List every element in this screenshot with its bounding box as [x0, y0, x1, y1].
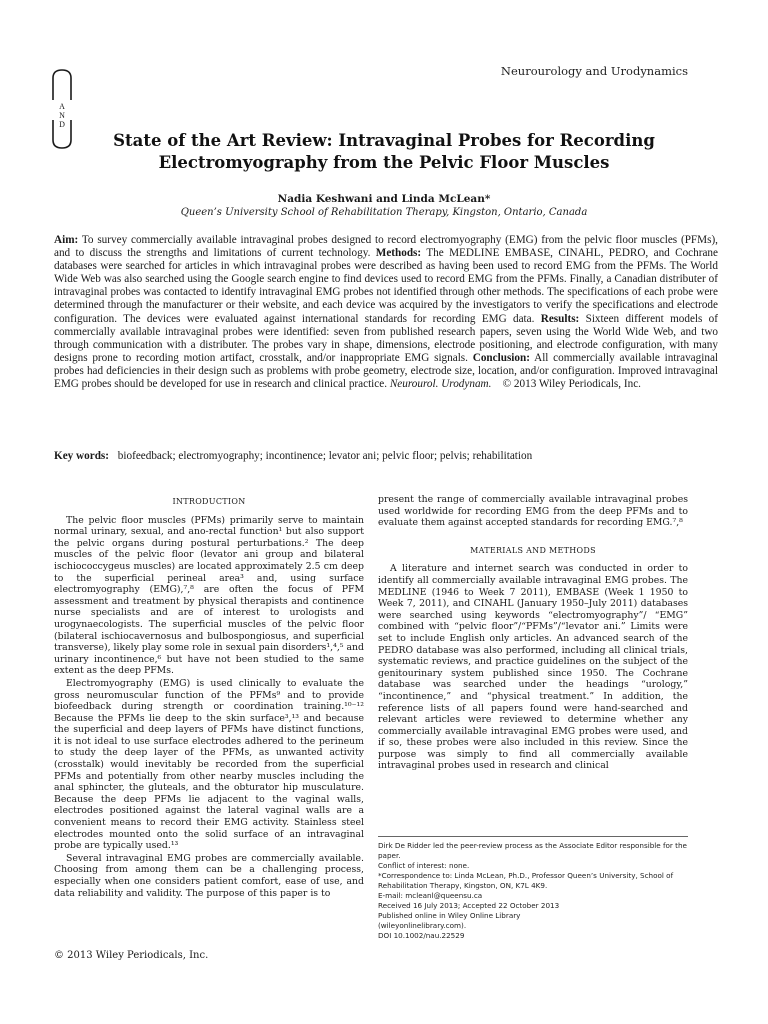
article-title: State of the Art Review: Intravaginal Probes for Recording Electromyography from the Pelvic Floor Muscles — [113, 131, 655, 172]
footnotes — [378, 836, 688, 941]
left-column — [54, 494, 364, 900]
journal-name: Neurourology and Urodynamics — [500, 64, 688, 78]
aim-label: Aim: — [54, 234, 79, 246]
paragraph: A literature and internet search was conducted in order to identify all commercially available intravaginal EMG probes. The MEDLINE (1946 to Week 7 2011), EMBASE (Week 1 1950 to Week 7, 2011), and CINAHL (January 1950–July 2011) databases were searched using keywords “electromyography”/ “EMG” combined with “pelvic floor”/“PFMs”/“levator ani.” Limits were set to include English only articles. An advanced search of the PEDRO database was also performed, including all clinical trials, systematic reviews, and practice guidelines on the subject of the genitourinary system published since 1950. The Cochrane database was searched under the headings “urology,” “incontinence,” and “physical treatment.” In addition, the reference lists of all papers found were hand-searched and relevant articles were reviewed to determine whether any commercially available intravaginal EMG probes were used, and if so, these probes were also included in this review. Since the purpose was simply to find all commercially available intravaginal probes used in research and clinical — [378, 563, 688, 772]
aim-text: To survey commercially available intravaginal probes designed to record electromyography (EMG) from the pelvic floor muscles (PFMs), and to discuss the strengths and limitations of current technology. — [54, 234, 718, 260]
section-heading-methods: MATERIALS AND METHODS — [470, 545, 596, 555]
footnote-published: Published online in Wiley Online Library — [378, 911, 521, 920]
footnote-conflict: Conflict of interest: none. — [378, 861, 470, 870]
right-column — [378, 494, 688, 773]
footnote-correspondence: *Correspondence to: Linda McLean, Ph.D., Professor Queen’s University, School of Rehabilitation Therapy, Kingston, ON, K7L 4K9. — [378, 871, 674, 890]
abstract — [54, 234, 718, 391]
journal-citation: Neurourol. Urodynam. — [389, 378, 492, 391]
paragraph: Electromyography (EMG) is used clinically to evaluate the gross neuromuscular function of the PFMs⁹ and to provide biofeedback during strength or coordination training.¹⁰⁻¹² Because the PFMs lie deep to the skin surface³,¹³ and because the superficial and deep layers of PFMs have distinct functions, it is not ideal to use surface electrodes adhered to the perineum to study the deep layer of the PFMs, as unwanted activity (crosstalk) would inevitably be recorded from the superficial PFMs and potentially from other nearby muscles including the anal sphincter, the gluteals, and the obturator hip musculature. Because the deep PFMs lie adjacent to the vaginal walls, electrodes positioned against the lateral vaginal walls are a convenient means to record their EMG activity. Stainless steel electrodes mounted onto the solid surface of an intravaginal probe are typically used.¹³ — [54, 677, 364, 852]
footnote-received: Received 16 July 2013; Accepted 22 October 2013 — [378, 901, 560, 910]
conclusion-text: All commercially available intravaginal probes had deficiencies in their design such as problems with probe geometry, electrode size, location, and/or configuration. Improved intravaginal EMG probes should be developed for use in research and clinical practice. — [54, 351, 719, 391]
journal-logo — [50, 68, 74, 150]
abstract-copyright: © 2013 Wiley Periodicals, Inc. — [502, 378, 641, 391]
logo-letter-d: D — [59, 120, 65, 129]
footnote-editor: Dirk De Ridder led the peer-review process as the Associate Editor responsible for the paper. — [378, 841, 687, 860]
conclusion-label: Conclusion: — [472, 351, 530, 364]
methods-text: The MEDLINE EMBASE, CINAHL, PEDRO, and Cochrane databases were searched for articles in which intravaginal probes were described as having been used to record EMG from the PFMs. The World Wide Web was also searched using the Google search engine to find devices used to record EMG from the PFMs. Finally, a Canadian distributer of intravaginal probes was contacted to identify intravaginal EMG probes not identified through other methods. The specifications of each probe were determined through the manufacturer or their website, and each device was acquired by the investigators to verify the specifications and electrode configuration. The devices were evaluated against international standards for recording EMG data. — [54, 247, 718, 325]
authors: Nadia Keshwani and Linda McLean* — [277, 193, 491, 205]
keywords-label: Key words: — [54, 450, 109, 462]
paragraph: present the range of commercially available intravaginal probes used worldwide for recording EMG from the deep PFMs and to evaluate them against accepted standards for recording EMG.⁷,⁸ — [378, 494, 688, 529]
footnote-email: E-mail: mcleanl@queensu.ca — [378, 891, 483, 900]
footnote-library: (wileyonlinelibrary.com). — [378, 921, 467, 930]
results-text: Sixteen different models of commercially available intravaginal probes were identified: seven from published research papers, seven using the World Wide Web, and two through communication with a distributer. The probes vary in shape, dimensions, electrode positioning, and electrode configuration, with many designs prone to recording motion artifact, crosstalk, and/or inappropriate EMG signals. — [54, 312, 719, 364]
paragraph: The pelvic floor muscles (PFMs) primarily serve to maintain normal urinary, sexual, and ano-rectal function¹ but also support the pelvic organs during postural perturbations.² The deep muscles of the pelvic floor (levator ani group and bilateral ischiococcygeus muscles) are located approximately 2.5 cm deep to the superficial perineal area³ and, using surface electromyography (EMG),⁷,⁸ are often the focus of PFM assessment and treatment by physical therapists and continence nurse specialists and are of interest to urologists and urogynaecologists. The superficial muscles of the pelvic floor (bilateral ischiocavernosus and bulbospongiosus, and superficial transverse), likely play some role in sexual pain disorders¹,⁴,⁵ and urinary incontinence,⁶ but have not been studied to the same extent as the deep PFMs. — [54, 514, 364, 677]
methods-label: Methods: — [375, 247, 422, 260]
logo-letter-n: N — [59, 111, 65, 120]
section-heading-introduction: INTRODUCTION — [172, 497, 246, 506]
results-label: Results: — [540, 312, 580, 325]
keywords-text: biofeedback; electromyography; incontinence; levator ani; pelvic floor; pelvis; rehabilitation — [117, 450, 533, 462]
logo-letter-a: A — [59, 102, 65, 111]
paragraph: Several intravaginal EMG probes are commercially available. Choosing from among them can be a challenging process, especially when one considers patient comfort, ease of use, and data reliability and validity. The purpose of this paper is to — [54, 852, 364, 899]
page-copyright: © 2013 Wiley Periodicals, Inc. — [54, 950, 209, 961]
keywords — [54, 450, 718, 462]
affiliation: Queen’s University School of Rehabilitation Therapy, Kingston, Ontario, Canada — [180, 207, 588, 218]
footnote-doi: DOI 10.1002/nau.22529 — [378, 931, 465, 940]
